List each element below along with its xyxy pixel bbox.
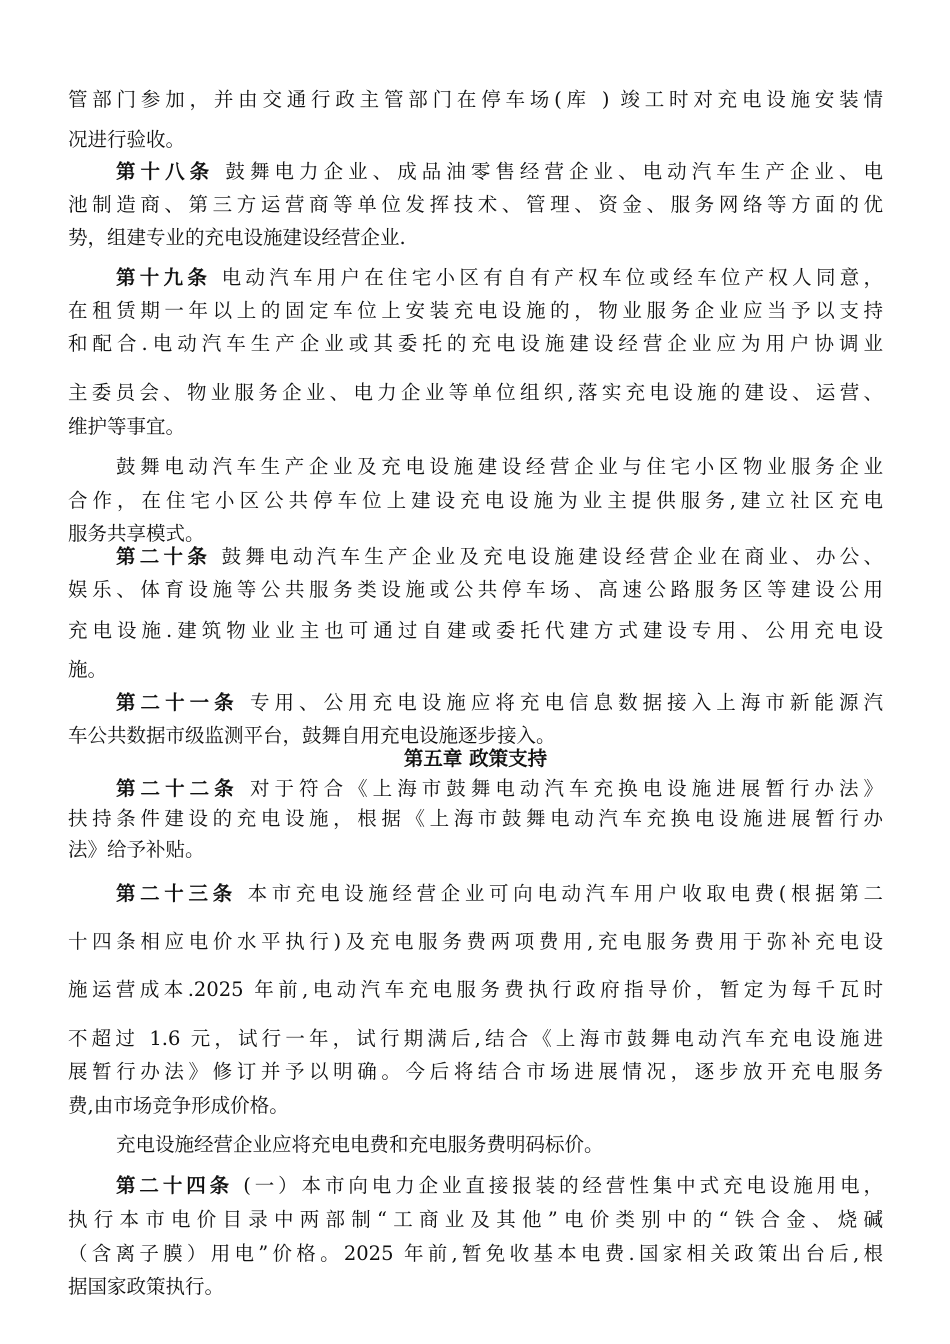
- article-number: 第十八条: [116, 160, 215, 183]
- article-number: 第二十二条: [116, 777, 239, 800]
- paragraph: 鼓舞电动汽车生产企业及充电设施建设经营企业与住宅小区物业服务企业: [116, 455, 883, 478]
- article-24: 第二十四条 (一）本市向电力企业直接报装的经营性集中式充电设施用电，: [116, 1174, 883, 1197]
- text-line: 施。: [68, 658, 108, 681]
- article-number: 第二十一条: [116, 691, 239, 714]
- paragraph: 充电设施经营企业应将充电电费和充电服务费明码标价。: [116, 1133, 604, 1156]
- text-line: 势，组建专业的充电设施建设经营企业.: [68, 226, 406, 249]
- text-line: 执行本市电价目录中两部制“工商业及其他”电价类别中的“铁合金、烧碱: [68, 1208, 883, 1231]
- text-line: 展暂行办法》修订并予以明确。今后将结合市场进展情况，逐步放开充电服务: [68, 1060, 883, 1083]
- text-line: 法》给予补贴。: [68, 838, 205, 861]
- text-line: 不超过 1.6 元，试行一年，试行期满后,结合《上海市鼓舞电动汽车充电设施进: [68, 1027, 883, 1050]
- text-line: 和配合.电动汽车生产企业或其委托的充电设施建设经营企业应为用户协调业: [68, 332, 883, 355]
- text-line: 池制造商、第三方运营商等单位发挥技术、管理、资金、服务网络等方面的优: [68, 193, 883, 216]
- text-line: 况进行验收。: [68, 128, 186, 151]
- text-line: 费,由市场竞争形成价格。: [68, 1094, 289, 1117]
- text-line: 维护等事宜。: [68, 415, 186, 438]
- article-18: 第十八条 鼓舞电力企业、成品油零售经营企业、电动汽车生产企业、电: [116, 160, 883, 183]
- article-number: 第二十四条: [116, 1174, 234, 1197]
- text-line: 车公共数据市级监测平台，鼓舞自用充电设施逐步接入。: [68, 724, 556, 747]
- text-line: 管部门参加，并由交通行政主管部门在停车场(库 ) 竣工时对充电设施安装情: [68, 88, 883, 111]
- text-line: （含离子膜）用电”价格。2025 年前,暂免收基本电费.国家相关政策出台后,根: [68, 1242, 883, 1265]
- text-line: 在租赁期一年以上的固定车位上安装充电设施的，物业服务企业应当予以支持: [68, 299, 883, 322]
- chapter-heading: 第五章 政策支持: [403, 747, 548, 770]
- article-22: 第二十二条 对于符合《上海市鼓舞电动汽车充换电设施进展暂行办法》: [116, 777, 883, 800]
- text-line: 充电设施.建筑物业业主也可通过自建或委托代建方式建设专用、公用充电设: [68, 619, 883, 642]
- text-line: 据国家政策执行。: [68, 1275, 225, 1298]
- article-number: 第二十条: [116, 545, 212, 568]
- article-19: 第十九条 电动汽车用户在住宅小区有自有产权车位或经车位产权人同意，: [116, 266, 883, 289]
- article-21: 第二十一条 专用、公用充电设施应将充电信息数据接入上海市新能源汽: [116, 691, 883, 714]
- text-line: 合作，在住宅小区公共停车位上建设充电设施为业主提供服务,建立社区充电: [68, 489, 883, 512]
- text-line: 主委员会、物业服务企业、电力企业等单位组织,落实充电设施的建设、运营、: [68, 381, 883, 404]
- text-line: 施运营成本.2025 年前,电动汽车充电服务费执行政府指导价，暂定为每千瓦时: [68, 978, 883, 1001]
- text-line: 服务共享模式。: [68, 522, 205, 545]
- text-line: 娱乐、体育设施等公共服务类设施或公共停车场、高速公路服务区等建设公用: [68, 578, 883, 601]
- article-20: 第二十条 鼓舞电动汽车生产企业及充电设施建设经营企业在商业、办公、: [116, 545, 883, 568]
- text-line: 十四条相应电价水平执行)及充电服务费两项费用,充电服务费用于弥补充电设: [68, 930, 883, 953]
- article-number: 第十九条: [116, 266, 212, 289]
- article-23: 第二十三条 本市充电设施经营企业可向电动汽车用户收取电费(根据第二: [116, 882, 883, 905]
- text-line: 扶持条件建设的充电设施，根据《上海市鼓舞电动汽车充换电设施进展暂行办: [68, 807, 883, 830]
- article-number: 第二十三条: [116, 882, 237, 905]
